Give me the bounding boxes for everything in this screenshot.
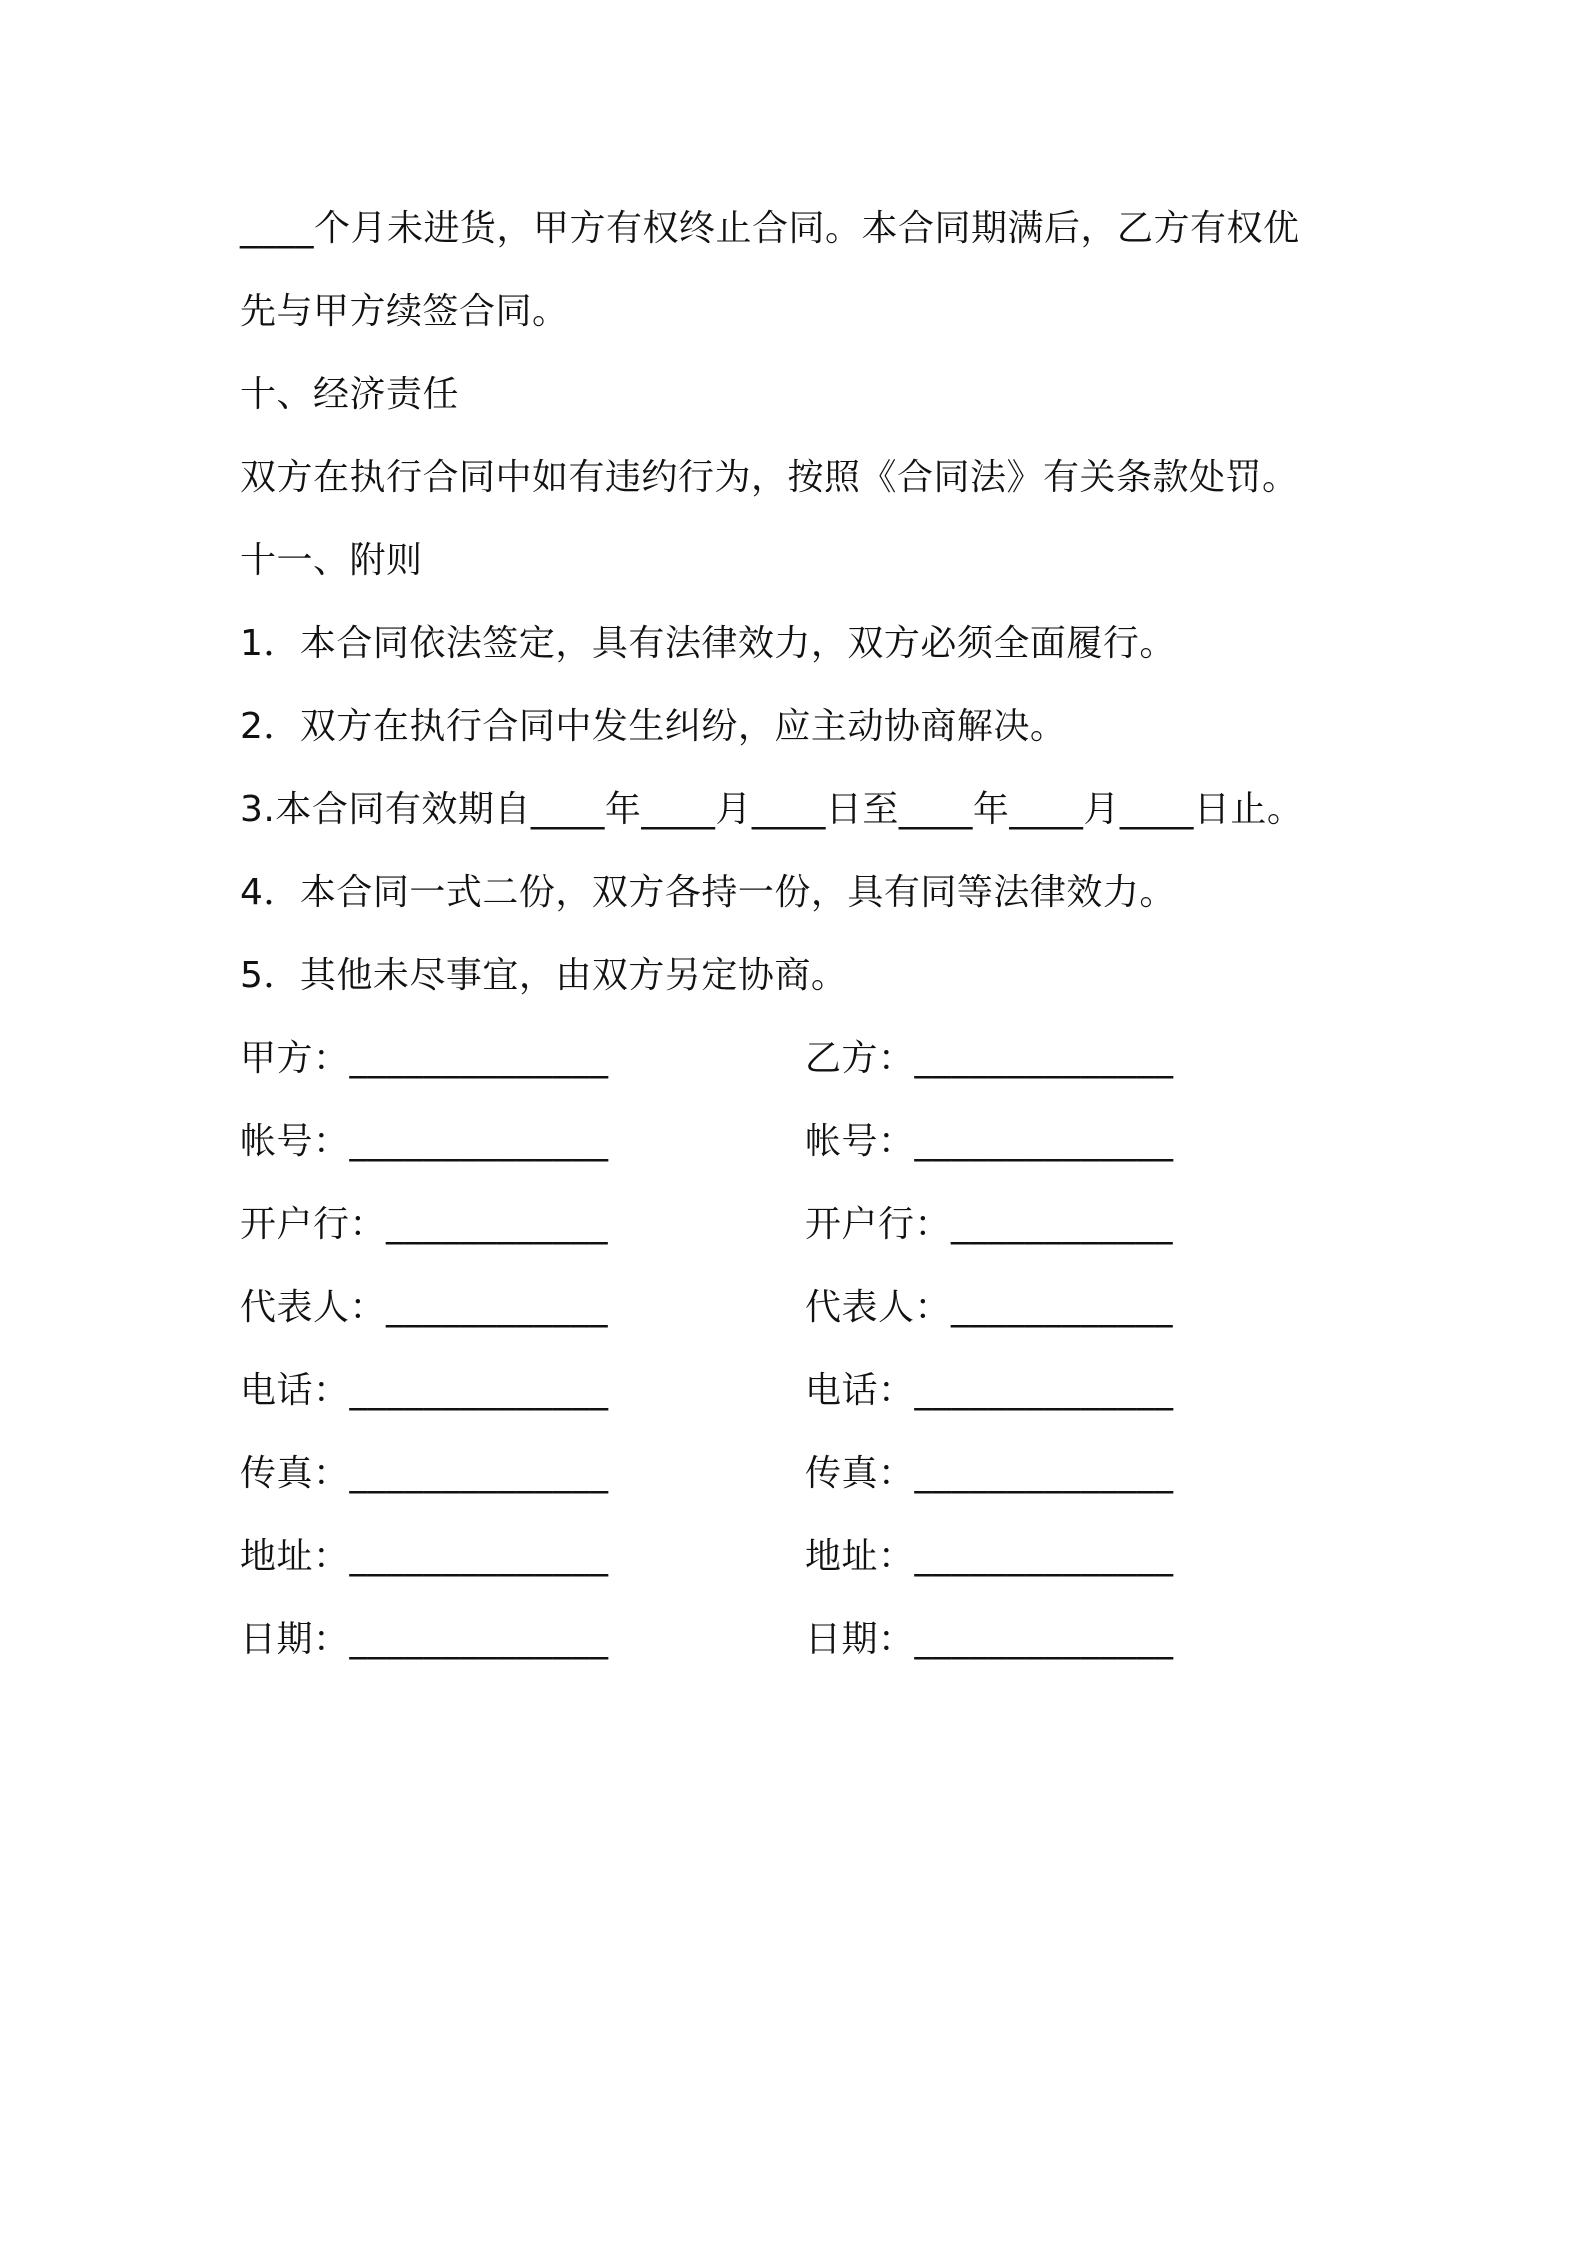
party-b-address-field: 地址：______________ <box>805 1536 1174 1577</box>
supplementary-item-2: 2．双方在执行合同中发生纠纷，应主动协商解决。 <box>240 706 1067 747</box>
party-b-fax-field: 传真：______________ <box>805 1453 1174 1494</box>
party-b-representative-field: 代表人：____________ <box>805 1287 1174 1328</box>
section-heading-supplementary: 十一、附则 <box>240 540 423 581</box>
supplementary-item-5: 5．其他未尽事宜，由双方另定协商。 <box>240 955 848 996</box>
party-b-name-field: 乙方：______________ <box>805 1038 1174 1079</box>
party-a-representative-field: 代表人：____________ <box>240 1287 609 1328</box>
party-a-address-field: 地址：______________ <box>240 1536 609 1577</box>
supplementary-item-1: 1．本合同依法签定，具有法律效力，双方必须全面履行。 <box>240 623 1176 664</box>
clause-9-continuation-end: 先与甲方续签合同。 <box>240 291 569 332</box>
economic-liability-text: 双方在执行合同中如有违约行为，按照《合同法》有关条款处罚。 <box>240 457 1299 498</box>
party-a-bank-field: 开户行：____________ <box>240 1204 609 1245</box>
party-b-phone-field: 电话：______________ <box>805 1370 1174 1411</box>
party-b-bank-field: 开户行：____________ <box>805 1204 1174 1245</box>
party-b-account-field: 帐号：______________ <box>805 1121 1174 1162</box>
party-a-name-field: 甲方：______________ <box>240 1038 609 1079</box>
party-a-phone-field: 电话：______________ <box>240 1370 609 1411</box>
supplementary-item-3: 3.本合同有效期自____年____月____日至____年____月____日止。 <box>240 789 1304 830</box>
party-a-fax-field: 传真：______________ <box>240 1453 609 1494</box>
party-b-date-field: 日期：______________ <box>805 1619 1174 1660</box>
party-a-date-field: 日期：______________ <box>240 1619 609 1660</box>
section-heading-economic-liability: 十、经济责任 <box>240 374 460 415</box>
supplementary-item-4: 4．本合同一式二份，双方各持一份，具有同等法律效力。 <box>240 872 1176 913</box>
party-a-account-field: 帐号：______________ <box>240 1121 609 1162</box>
clause-9-continuation: ____个月未进货，甲方有权终止合同。本合同期满后，乙方有权优 <box>240 208 1300 249</box>
